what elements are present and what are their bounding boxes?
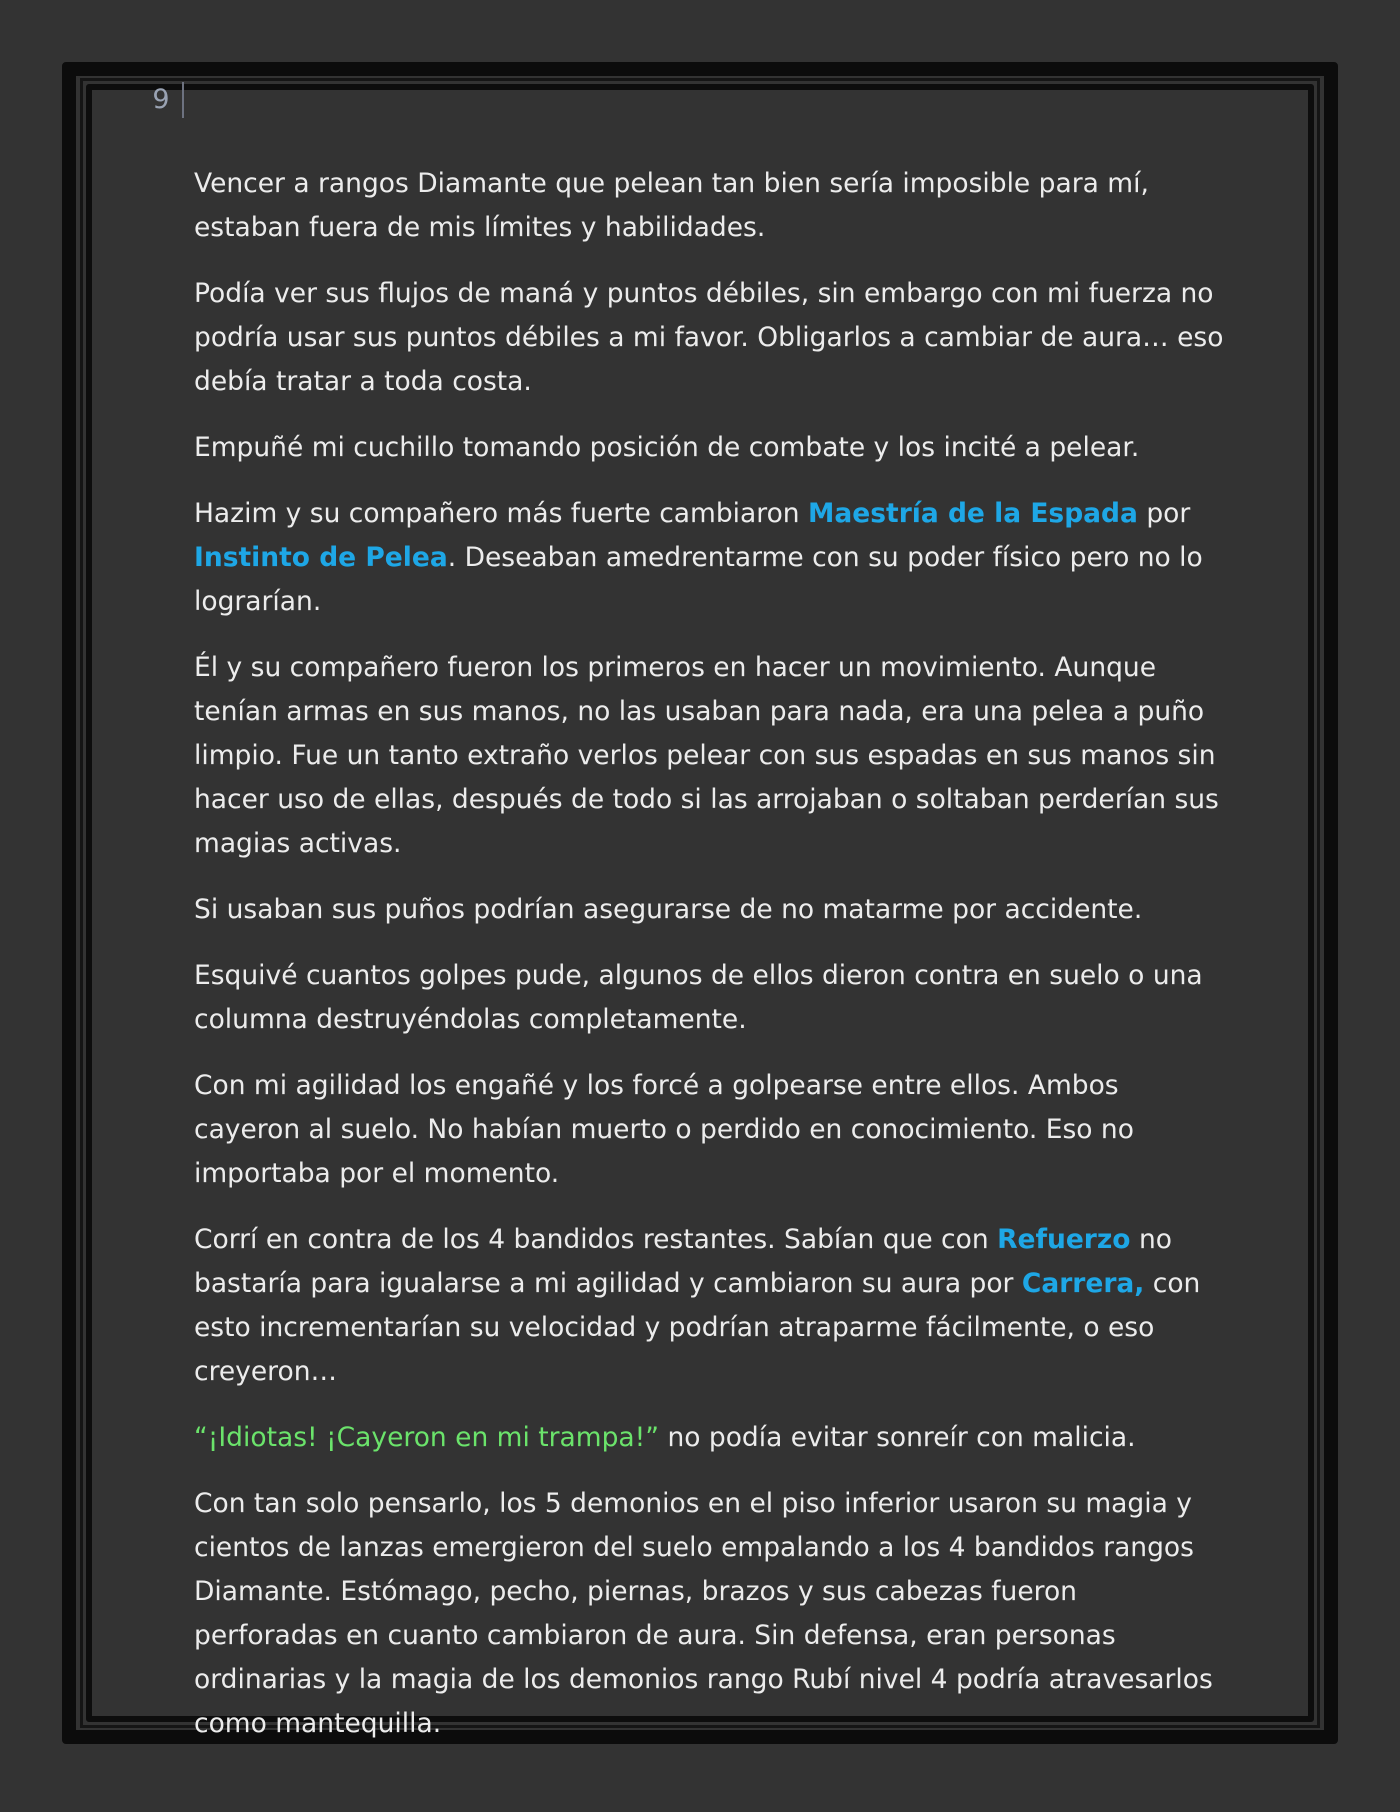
paragraph-9-text-a: Corrí en contra de los 4 bandidos restantes. Sabían que con [194, 1224, 998, 1255]
paragraph-4-text-c: . Deseaban amedrentarme con su poder físico pero no lo lograrían. [194, 542, 1203, 617]
skill-name-sword-mastery: Maestría de la Espada [808, 498, 1138, 529]
paragraph-3: Empuñé mi cuchillo tomando posición de combate y los incité a pelear. [194, 432, 1140, 463]
paragraph-5: Él y su compañero fueron los primeros en hacer un movimiento. Aunque tenían armas en sus manos, no las usaban para nada, era una pelea a puño limpio. Fue un tanto extraño verlos pelear con sus espadas en sus manos sin hacer uso de ellas, después de todo si las arrojaban o soltaban perderían sus magias activas. [194, 652, 1219, 859]
page-number: 9 [140, 82, 184, 118]
paragraph-9-text-b: no bastaría para igualarse a mi agilidad y cambiaron su aura por [194, 1224, 1172, 1299]
paragraph-1: Vencer a rangos Diamante que pelean tan bien sería imposible para mí, estaban fuera de mis límites y habilidades. [194, 168, 1149, 243]
paragraph-4-text-b: por [1137, 498, 1191, 529]
skill-name-sprint: Carrera, [1021, 1268, 1145, 1299]
page-body [194, 162, 1224, 1768]
paragraph-2: Podía ver sus flujos de maná y puntos débiles, sin embargo con mi fuerza no podría usar sus puntos débiles a mi favor. Obligarlos a cambiar de aura… eso debía tratar a toda costa. [194, 278, 1224, 397]
paragraph-4-text-a: Hazim y su compañero más fuerte cambiaron [194, 498, 809, 529]
paragraph-7: Esquivé cuantos golpes pude, algunos de ellos dieron contra en suelo o una columna destruyéndolas completamente. [194, 960, 1203, 1035]
paragraph-4 [194, 492, 1224, 624]
paragraph-8: Con mi agilidad los engañé y los forcé a golpearse entre ellos. Ambos cayeron al suelo. No habían muerto o perdido en conocimiento. Eso no importaba por el momento. [194, 1070, 1134, 1189]
dialogue-line: “¡Idiotas! ¡Cayeron en mi trampa!” [194, 1422, 660, 1453]
paragraph-9 [194, 1218, 1224, 1394]
paragraph-6: Si usaban sus puños podrían asegurarse de no matarme por accidente. [194, 894, 1143, 925]
skill-name-fight-instinct: Instinto de Pelea [194, 542, 448, 573]
paragraph-10 [194, 1416, 1224, 1460]
paragraph-11: Con tan solo pensarlo, los 5 demonios en el piso inferior usaron su magia y cientos de lanzas emergieron del suelo empalando a los 4 bandidos rangos Diamante. Estómago, pecho, piernas, brazos y sus cabezas fueron perforadas en cuanto cambiaron de aura. Sin defensa, eran personas ordinarias y la magia de los demonios rango Rubí nivel 4 podría atravesarlos como mantequilla. [194, 1488, 1213, 1739]
skill-name-reinforcement: Refuerzo [997, 1224, 1131, 1255]
paragraph-9-text-c: con esto incrementarían su velocidad y podrían atraparme fácilmente, o eso creyeron… [194, 1268, 1201, 1387]
paragraph-10-text: no podía evitar sonreír con malicia. [659, 1422, 1136, 1453]
